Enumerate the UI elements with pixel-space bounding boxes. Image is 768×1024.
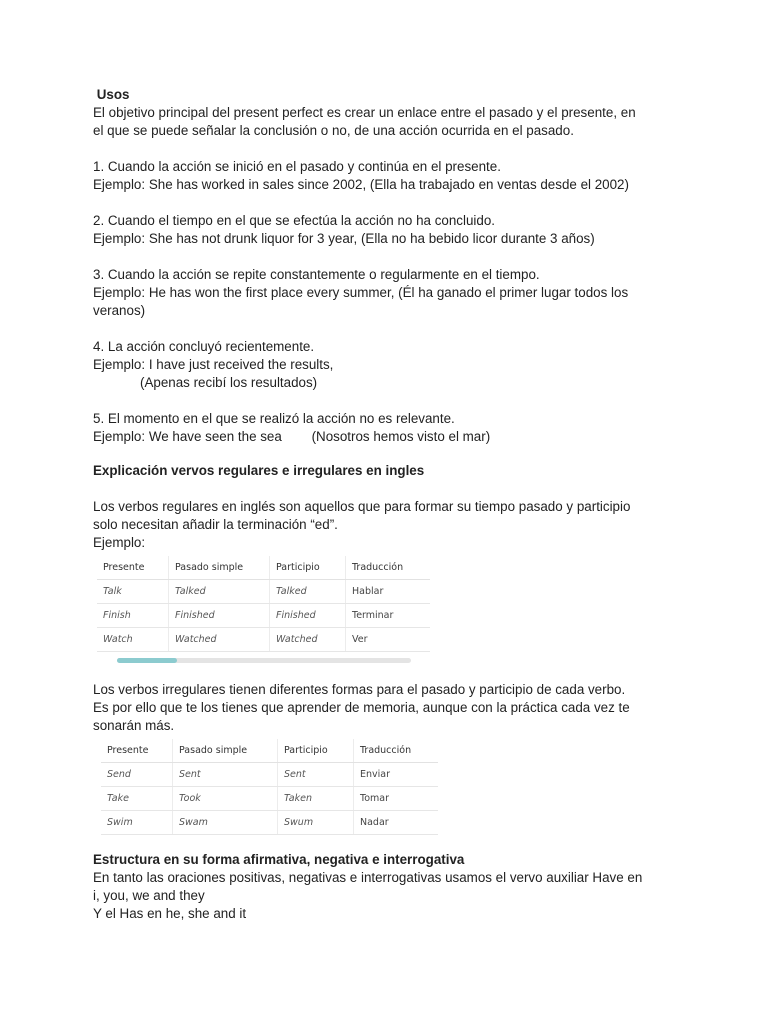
item-4-example: Ejemplo: I have just received the results, (93, 357, 334, 372)
cell-presente: Swim (101, 811, 173, 835)
cell-traduccion: Nadar (354, 811, 439, 835)
cell-participio: Sent (278, 763, 354, 787)
spacer (93, 392, 683, 410)
cell-pasado: Took (173, 787, 278, 811)
item-1-title: 1. Cuando la acción se inició en el pasado y continúa en el presente. (93, 159, 501, 174)
estructura-line-3: Y el Has en he, she and it (93, 906, 247, 921)
regular-verbs-table (97, 556, 430, 652)
irregulares-line-1: Los verbos irregulares tienen diferentes formas para el pasado y participio de cada verbo. (93, 682, 626, 697)
item-4-translation: (Apenas recibí los resultados) (140, 375, 318, 390)
table-header-row (101, 739, 438, 763)
header-traduccion: Traducción (354, 739, 439, 763)
cell-participio: Watched (270, 628, 346, 652)
spacer (93, 480, 683, 498)
cell-pasado: Sent (173, 763, 278, 787)
usos-heading: Usos (93, 87, 130, 102)
item-5-example: Ejemplo: We have seen the sea (Nosotros hemos visto el mar) (93, 429, 491, 444)
header-traduccion: Traducción (346, 556, 431, 580)
cell-presente: Watch (97, 628, 169, 652)
item-4-title: 4. La acción concluyó recientemente. (93, 339, 315, 354)
table-scrollbar-thumb[interactable] (117, 658, 177, 663)
spacer (93, 194, 683, 212)
usos-intro-line-1: El objetivo principal del present perfect es crear un enlace entre el pasado y el presente, en (93, 105, 636, 120)
table-header-row (97, 556, 430, 580)
cell-traduccion: Terminar (346, 604, 431, 628)
cell-pasado: Watched (169, 628, 270, 652)
table-row (97, 604, 430, 628)
header-presente: Presente (97, 556, 169, 580)
regular-verbs-table-image (93, 556, 683, 663)
estructura-heading: Estructura en su forma afirmativa, negativa e interrogativa (93, 852, 465, 867)
item-3-example: Ejemplo: He has won the first place every summer, (Él ha ganado el primer lugar todos los (93, 285, 629, 300)
cell-traduccion: Tomar (354, 787, 439, 811)
table-row (97, 580, 430, 604)
item-2-title: 2. Cuando el tiempo en el que se efectúa la acción no ha concluido. (93, 213, 495, 228)
cell-presente: Talk (97, 580, 169, 604)
usos-intro-line-2: el que se puede señalar la conclusión o no, de una acción ocurrida en el pasado. (93, 123, 574, 138)
header-participio: Participio (270, 556, 346, 580)
table-row (101, 811, 438, 835)
explicacion-heading: Explicación vervos regulares e irregulares en ingles (93, 463, 425, 478)
estructura-line-1: En tanto las oraciones positivas, negativas e interrogativas usamos el vervo auxiliar Have en (93, 870, 643, 885)
cell-pasado: Swam (173, 811, 278, 835)
cell-presente: Send (101, 763, 173, 787)
spacer (93, 248, 683, 266)
spacer (93, 663, 683, 681)
regulares-line-1: Los verbos regulares en inglés son aquellos que para formar su tiempo pasado y participio (93, 499, 631, 514)
table-row (101, 763, 438, 787)
header-pasado-simple: Pasado simple (169, 556, 270, 580)
regulares-line-2: solo necesitan añadir la terminación “ed”. (93, 517, 338, 532)
estructura-line-2: i, you, we and they (93, 888, 205, 903)
header-pasado-simple: Pasado simple (173, 739, 278, 763)
document-page (93, 86, 683, 923)
irregulares-line-2: Es por ello que te los tienes que aprender de memoria, aunque con la práctica cada vez te (93, 700, 630, 715)
cell-pasado: Finished (169, 604, 270, 628)
cell-traduccion: Hablar (346, 580, 431, 604)
item-5-title: 5. El momento en el que se realizó la acción no es relevante. (93, 411, 455, 426)
cell-participio: Taken (278, 787, 354, 811)
cell-participio: Finished (270, 604, 346, 628)
cell-participio: Swum (278, 811, 354, 835)
irregular-verbs-table (101, 739, 438, 835)
cell-pasado: Talked (169, 580, 270, 604)
item-1-example: Ejemplo: She has worked in sales since 2002, (Ella ha trabajado en ventas desde el 2002) (93, 177, 629, 192)
irregular-verbs-table-image (93, 739, 683, 835)
item-2-example: Ejemplo: She has not drunk liquor for 3 year, (Ella no ha bebido licor durante 3 años) (93, 231, 595, 246)
header-presente: Presente (101, 739, 173, 763)
cell-traduccion: Ver (346, 628, 431, 652)
cell-participio: Talked (270, 580, 346, 604)
header-participio: Participio (278, 739, 354, 763)
spacer (93, 140, 683, 158)
irregulares-line-3: sonarán más. (93, 718, 175, 733)
item-3-example-cont: veranos) (93, 303, 146, 318)
cell-traduccion: Enviar (354, 763, 439, 787)
table-row (101, 787, 438, 811)
cell-presente: Take (101, 787, 173, 811)
regulares-ejemplo: Ejemplo: (93, 535, 146, 550)
table-row (97, 628, 430, 652)
spacer (93, 320, 683, 338)
cell-presente: Finish (97, 604, 169, 628)
table-scrollbar[interactable] (117, 658, 411, 663)
item-3-title: 3. Cuando la acción se repite constantemente o regularmente en el tiempo. (93, 267, 540, 282)
